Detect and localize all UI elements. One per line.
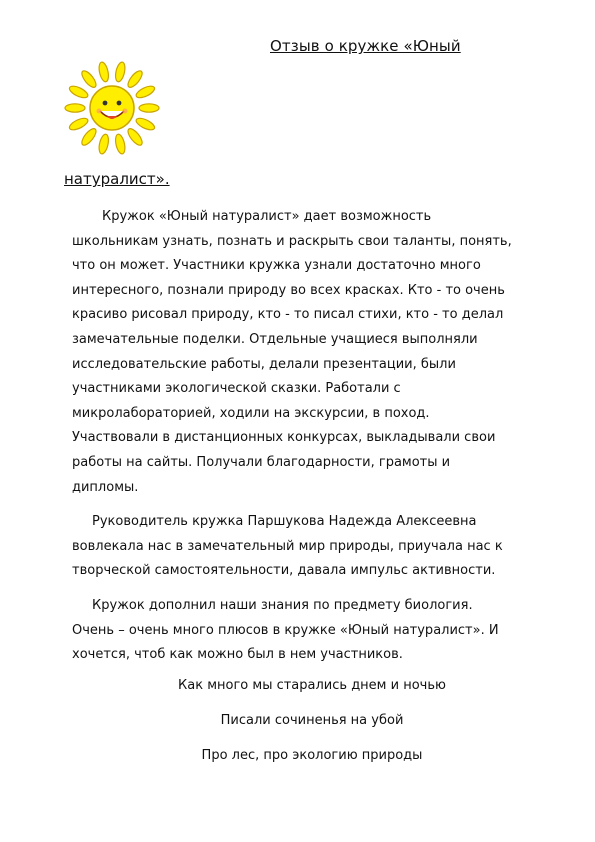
sun-ray <box>97 133 110 154</box>
sun-ray <box>135 84 157 100</box>
paragraph-line: хочется, чтоб как можно был в нем участников. <box>72 647 403 663</box>
sun-ray <box>114 133 127 154</box>
paragraph-line: дипломы. <box>72 479 139 495</box>
paragraph-2 <box>72 510 552 584</box>
paragraph-line: замечательные поделки. Отдельные учащиеся выполняли <box>72 331 478 347</box>
paragraph-line: вовлекала нас в замечательный мир природы, приучала нас к <box>72 538 503 554</box>
sun-ray <box>126 126 145 147</box>
sun-ray <box>97 61 110 82</box>
sun-ray <box>114 61 127 82</box>
poem-line-2: Писали сочиненья на убой <box>220 713 404 728</box>
sun-ray <box>79 69 98 90</box>
sun-ray <box>68 84 90 100</box>
paragraph-line: работы на сайты. Получали благодарности, грамоты и <box>72 454 451 470</box>
paragraph-line: школьникам узнать, познать и раскрыть свои таланты, понять, <box>72 233 512 249</box>
paragraph-line: интересного, познали природу во всех красках. Кто - то очень <box>72 282 505 298</box>
smiling-sun-icon <box>62 58 162 158</box>
sun-ray <box>79 126 98 147</box>
paragraph-line: микролабораторией, ходили на экскурсии, в поход. <box>72 405 430 421</box>
paragraph-line: красиво рисовал природу, кто - то писал стихи, кто - то делал <box>72 307 504 323</box>
paragraph-line: исследовательские работы, делали презентации, были <box>72 356 456 372</box>
paragraph-line: Очень – очень много плюсов в кружке «Юный натуралист». И <box>72 622 499 638</box>
sun-ray <box>65 104 85 112</box>
sun-ray <box>135 116 157 132</box>
document-title-continuation: натуралист». <box>64 170 170 188</box>
paragraph-3 <box>72 594 552 668</box>
poem-line-1: Как много мы старались днем и ночью <box>178 678 446 693</box>
sun-ray <box>68 116 90 132</box>
paragraph-line: участниками экологической сказки. Работали с <box>72 381 401 397</box>
paragraph-line: Участвовали в дистанционных конкурсах, выкладывали свои <box>72 430 496 446</box>
document-title: Отзыв о кружке «Юный <box>270 37 461 55</box>
paragraph-line: Руководитель кружка Паршукова Надежда Алексеевна <box>92 514 477 529</box>
paragraph-line: что он может. Участники кружка узнали достаточно много <box>72 258 481 274</box>
paragraph-line: Кружок дополнил наши знания по предмету биология. <box>92 598 473 613</box>
poem-line-3: Про лес, про экологию природы <box>201 748 423 763</box>
sun-ray <box>139 104 159 112</box>
paragraph-line: творческой самостоятельности, давала импульс активности. <box>72 563 496 579</box>
paragraph-1 <box>72 205 552 500</box>
paragraph-line: Кружок «Юный натуралист» дает возможность <box>102 209 432 224</box>
sun-ray <box>126 69 145 90</box>
